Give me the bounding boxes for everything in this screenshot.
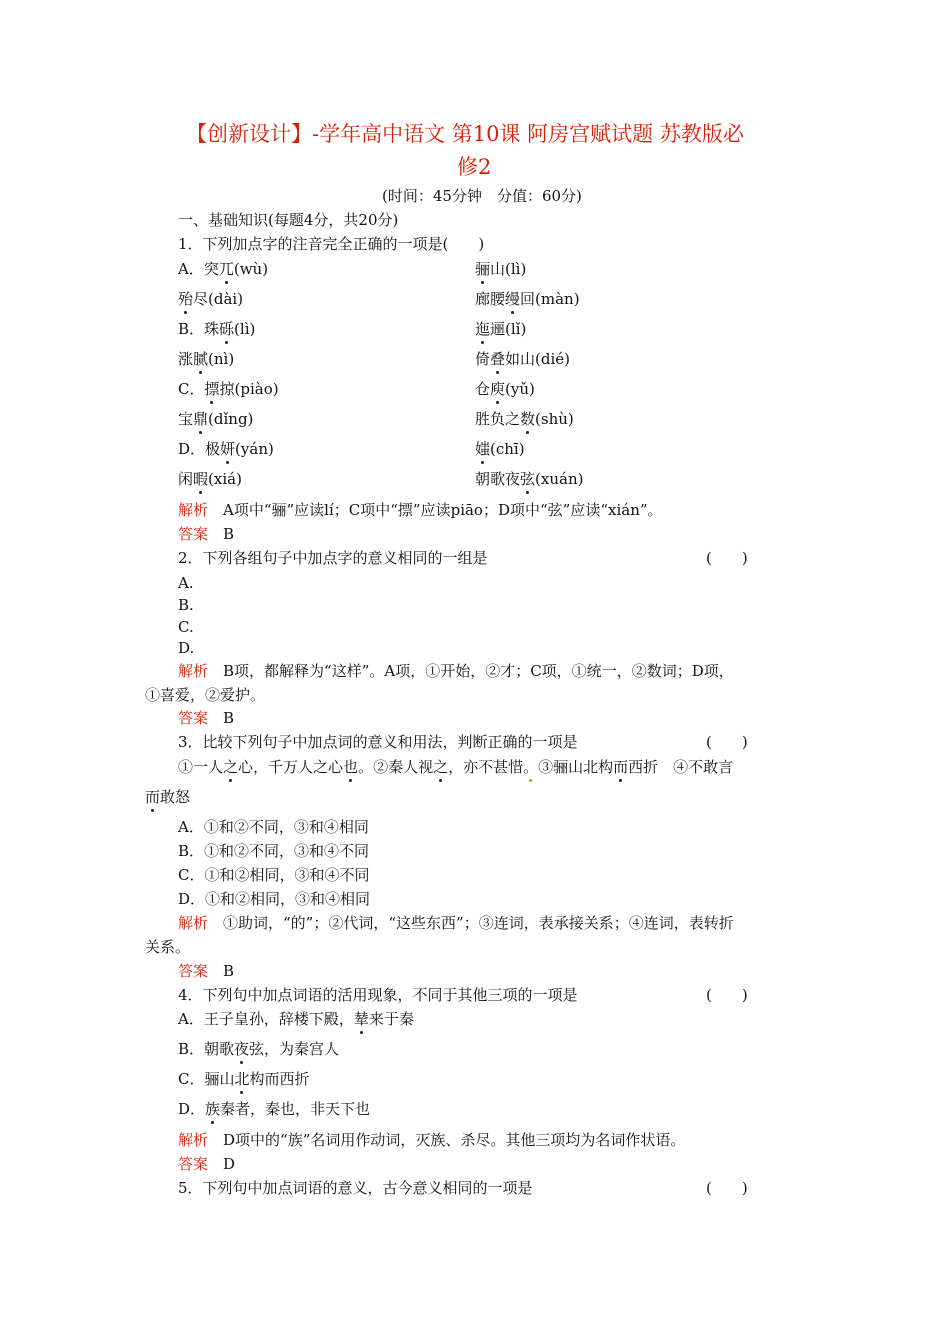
q1-analysis: 解析 A项中“骊”应读lí；C项中“摽”应读piāo；D项中“弦”应读“xián”。 (178, 501, 663, 519)
q2-answer-paren: ( ) (706, 549, 748, 567)
emphasis-dot-char: 兀 (218, 260, 234, 278)
q1-option-a-left: A．突兀(wù) (178, 260, 269, 278)
section-heading: 一、基础知识(每题4分，共20分) (178, 211, 399, 229)
q1-option-a-right: 骊山(lì) (475, 260, 527, 278)
emphasis-dot-char: 庾 (490, 380, 506, 398)
q3-sentences-line1: ①一人之心，千万人之心也。②秦人视之，亦不甚惜。③骊山北构而西折 ④不敢言 (178, 758, 734, 776)
q2-analysis-cont: ①喜爱，②爱护。 (145, 686, 266, 704)
emphasis-dot-char: 北 (234, 1070, 250, 1088)
emphasis-dot-char: 而 (613, 758, 629, 776)
emphasis-dot-char: 缦 (505, 290, 521, 308)
q1-option-a-left2: 殆尽(dài) (178, 290, 244, 308)
q2-stem: 2．下列各组句子中加点字的意义相同的一组是 (178, 549, 488, 567)
q4-option-a: A．王子皇孙，辞楼下殿，辇来于秦 (178, 1010, 414, 1028)
answer-label: 答案 (178, 709, 209, 727)
emphasis-dot-char: 。 (523, 758, 539, 776)
q4-option-b: B．朝歌夜弦，为秦宫人 (178, 1040, 340, 1058)
emphasis-dot-char: 媸 (475, 440, 491, 458)
emphasis-dot-char: 辇 (353, 1010, 369, 1028)
emphasis-dot-char: 数 (520, 410, 536, 428)
analysis-label: 解析 (178, 1131, 209, 1149)
emphasis-dot-char: 族 (205, 1100, 221, 1118)
emphasis-dot-char: 妍 (220, 440, 236, 458)
q5-stem: 5．下列句中加点词语的意义，古今意义相同的一项是 (178, 1179, 533, 1197)
emphasis-dot-char: 腻 (193, 350, 209, 368)
q3-answer: 答案 B (178, 962, 235, 980)
emphasis-dot-char: 弦 (520, 470, 536, 488)
analysis-label: 解析 (178, 662, 209, 680)
q1-option-c-left: C．摽掠(piào) (178, 380, 279, 398)
emphasis-dot-char: 也 (343, 758, 359, 776)
q4-option-d: D．族秦者，秦也，非天下也 (178, 1100, 371, 1118)
q1-option-d-right: 媸(chī) (475, 440, 525, 458)
q1-option-c-left2: 宝鼎(dǐng) (178, 410, 254, 428)
q2-analysis: 解析 B项，都解释为“这样”。A项，①开始，②才；C项，①统一，②数词；D项， (178, 662, 734, 680)
q2-option-d: D. (178, 639, 195, 657)
q1-option-b-right: 迤逦(lǐ) (475, 320, 527, 338)
q1-option-a-right2: 廊腰缦回(màn) (475, 290, 580, 308)
emphasis-dot-char: 夜 (234, 1040, 250, 1058)
emphasis-dot-char: 殆 (178, 290, 194, 308)
q5-answer-paren: ( ) (706, 1179, 748, 1197)
emphasis-dot-char: 而 (145, 788, 161, 806)
emphasis-dot-char: 摽 (204, 380, 220, 398)
q4-answer: 答案 D (178, 1155, 236, 1173)
q1-option-c-right: 仓庾(yǔ) (475, 380, 535, 398)
q2-option-c: C. (178, 618, 194, 636)
q2-answer: 答案 B (178, 709, 235, 727)
q3-option-d: D．①和②相同，③和④相同 (178, 890, 371, 908)
analysis-label: 解析 (178, 501, 209, 519)
q3-sentences-line2: 而敢怒 (145, 788, 191, 806)
doc-title-line1: 【创新设计】-学年高中语文 第10课 阿房宫赋试题 苏教版必 (186, 122, 744, 146)
q3-option-c: C．①和②相同，③和④不同 (178, 866, 370, 884)
emphasis-dot-char: 鼎 (193, 410, 209, 428)
q3-option-b: B．①和②不同，③和④不同 (178, 842, 370, 860)
emphasis-dot-char: 砾 (219, 320, 235, 338)
q3-option-a: A．①和②不同，③和④相同 (178, 818, 369, 836)
q1-option-d-left2: 闲暇(xiá) (178, 470, 242, 488)
emphasis-dot-char: 之 (223, 758, 239, 776)
emphasis-dot-char: 叠 (490, 350, 506, 368)
q3-analysis-cont: 关系。 (145, 938, 191, 956)
q2-option-b: B. (178, 596, 194, 614)
q3-answer-paren: ( ) (706, 733, 748, 751)
q3-stem: 3．比较下列句子中加点词的意义和用法，判断正确的一项是 (178, 733, 578, 751)
q1-option-b-left: B．珠砾(lì) (178, 320, 256, 338)
emphasis-dot-char: 之 (433, 758, 449, 776)
time-score-info: (时间：45分钟 分值：60分) (382, 187, 582, 205)
q1-answer: 答案 B (178, 525, 235, 543)
analysis-label: 解析 (178, 914, 209, 932)
q1-option-b-left2: 涨腻(nì) (178, 350, 235, 368)
emphasis-dot-char: 骊 (475, 260, 491, 278)
answer-label: 答案 (178, 525, 209, 543)
q4-answer-paren: ( ) (706, 986, 748, 1004)
q4-stem: 4．下列句中加点词语的活用现象，不同于其他三项的一项是 (178, 986, 578, 1004)
answer-label: 答案 (178, 1155, 209, 1173)
emphasis-dot-char: 迤 (475, 320, 491, 338)
emphasis-dot-char: 暇 (193, 470, 209, 488)
q4-option-c: C．骊山北构而西折 (178, 1070, 310, 1088)
answer-label: 答案 (178, 962, 209, 980)
q2-option-a: A. (178, 574, 194, 592)
q1-option-d-left: D．极妍(yán) (178, 440, 274, 458)
doc-title-line2: 修2 (457, 155, 492, 179)
q1-option-b-right2: 倚叠如山(dié) (475, 350, 571, 368)
q3-analysis: 解析 ①助词，“的”；②代词，“这些东西”；③连词，表承接关系；④连词，表转折 (178, 914, 734, 932)
q1-option-c-right2: 胜负之数(shù) (475, 410, 574, 428)
q1-option-d-right2: 朝歌夜弦(xuán) (475, 470, 584, 488)
q1-stem: 1．下列加点字的注音完全正确的一项是( ) (178, 235, 485, 253)
q4-analysis: 解析 D项中的“族”名词用作动词，灭族、杀尽。其他三项均为名词作状语。 (178, 1131, 686, 1149)
